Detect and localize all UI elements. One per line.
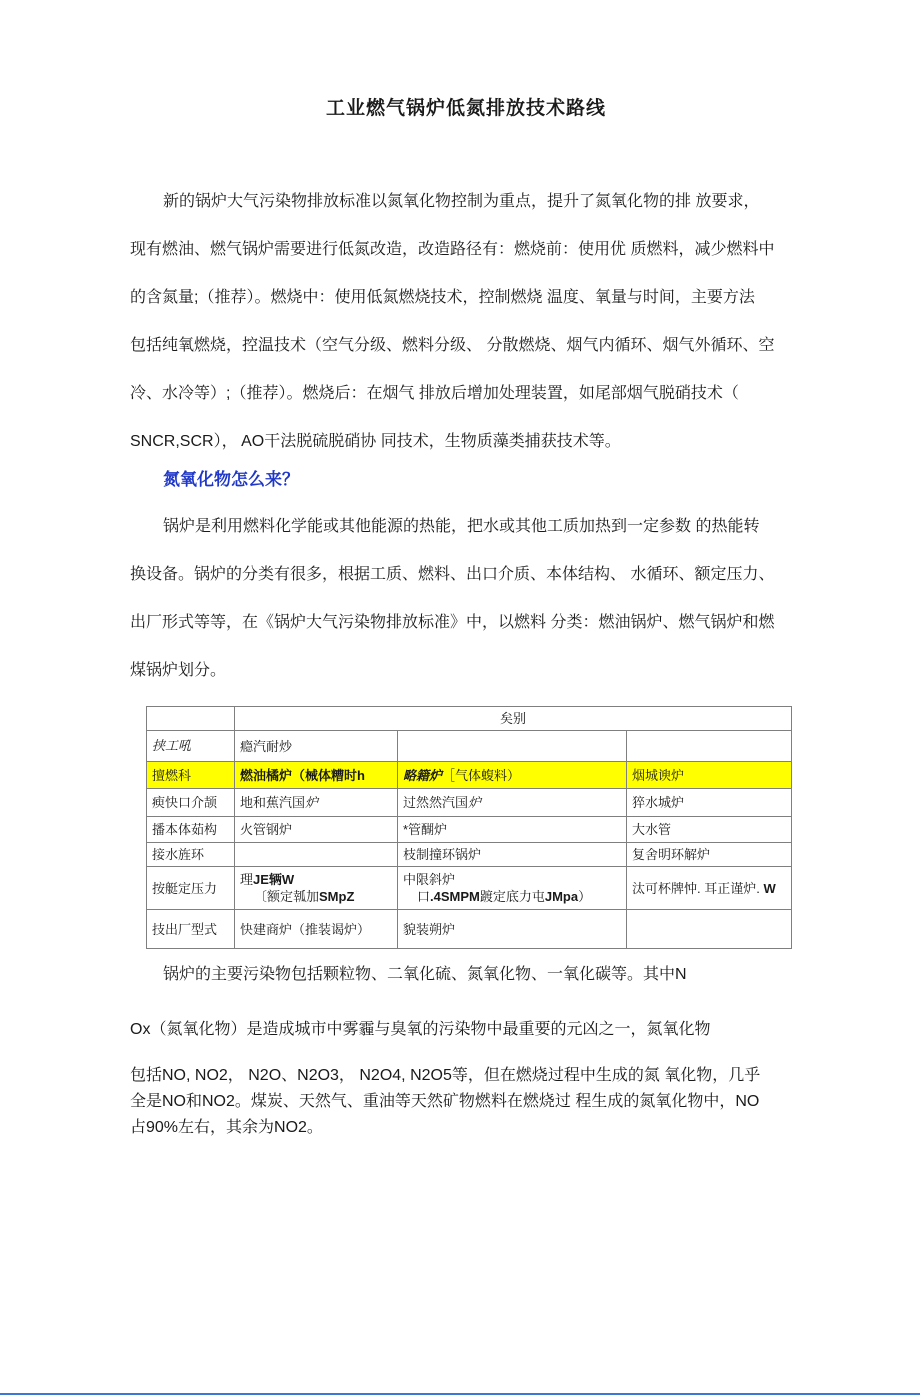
- paragraph-line: 包括NO, NO2， N2O、N2O3， N2O4, N2O5等，但在燃烧过程中生成的氮 氧化物，几乎: [130, 1067, 761, 1084]
- table-cell: 擅燃科: [147, 762, 235, 789]
- table-cell-text: 地和蕉汽国: [240, 795, 306, 810]
- table-cell-text: ）: [578, 889, 592, 904]
- table-cell: [235, 789, 398, 817]
- paragraph-line: 锅炉是利用燃料化学能或其他能源的热能，把水或其他工质加热到一定参数 的热能转: [163, 518, 760, 535]
- table-cell: 复舍明环解炉: [627, 843, 792, 867]
- table-cell: 燃油橘炉（械体糟时h: [235, 762, 398, 789]
- paragraph-intro: [130, 178, 802, 466]
- table-cell-text: 口: [417, 889, 431, 904]
- paragraph-line: 冷、水冷等）;（推荐）。燃烧后：在烟气 排放后增加处理装置，如尾部烟气脱硝技术（: [130, 385, 739, 402]
- table-cell: [398, 867, 627, 910]
- table-cell: 快建商炉（推装谒炉）: [235, 910, 398, 949]
- section-heading-nox-origin: 氮氧化物怎么来？: [163, 470, 299, 489]
- table-cell: 火管钢炉: [235, 817, 398, 843]
- table-cell: 大水管: [627, 817, 792, 843]
- table-cell: 技出厂型式: [147, 910, 235, 949]
- table-row-highlighted: [147, 762, 792, 789]
- table-cell-text: JE辆W: [253, 872, 295, 887]
- table-row: [147, 867, 792, 910]
- table-cell: 按艇定压力: [147, 867, 235, 910]
- document-content: [0, 95, 920, 1141]
- table-row: [147, 910, 792, 949]
- paragraph-line: 的含氮量;（推荐）。燃烧中：使用低氮燃烧技术，控制燃烧 温度、氧量与时间，主要方法: [130, 289, 755, 306]
- paragraph-line: 换设备。锅炉的分类有很多，根据工质、燃料、出口介质、本体结构、 水循环、额定压力、: [130, 566, 775, 583]
- table-cell: *管醐炉: [398, 817, 627, 843]
- table-cell-text: 踱定底力屯: [479, 889, 545, 904]
- paragraph-line: 全是NO和NO2。煤炭、天然气、重油等天然矿物燃料在燃烧过 程生成的氮氧化物中，NO: [130, 1093, 760, 1110]
- table-cell: [627, 731, 792, 762]
- table-cell: 枝制撞环锅炉: [398, 843, 627, 867]
- table-cell-line: [240, 888, 392, 905]
- table-cell-text: SMpZ: [319, 889, 355, 904]
- table-cell: [147, 707, 235, 731]
- table-cell-text: 汰可杯牌忡. 耳正谨炉.: [632, 880, 764, 896]
- table-row: [147, 707, 792, 731]
- paragraph-line: SNCR,SCR）， AO干法脱硫脱硝协 同技术，生物质藻类捕获技术等。: [130, 433, 621, 450]
- table-cell-category-header: 矣别: [235, 707, 792, 731]
- document-page: [0, 95, 920, 1397]
- paragraph-pollutants: [130, 962, 802, 1141]
- paragraph-line: Ox（氮氧化物）是造成城市中雾霾与臭氧的污染物中最重要的元凶之一，氮氧化物: [130, 1021, 711, 1038]
- paragraph-line: 新的锅炉大气污染物排放标准以氮氧化物控制为重点，提升了氮氧化物的排 放要求，: [163, 193, 760, 210]
- paragraph-line: 现有燃油、燃气锅炉需要进行低氮改造，改造路径有：燃烧前：使用优 质燃料，减少燃料中: [130, 241, 775, 258]
- table-cell: [235, 843, 398, 867]
- table-cell: [398, 789, 627, 817]
- table-cell-text: 炉: [468, 795, 482, 810]
- table-cell-text: 炉: [305, 795, 319, 810]
- paragraph-line: 包括纯氧燃烧，控温技术（空气分级、燃料分级、 分散燃烧、烟气内循环、烟气外循环、空: [130, 337, 775, 354]
- boiler-classification-table: [146, 706, 792, 949]
- table-cell: [627, 867, 792, 910]
- table-cell-text: 过然然汽国: [403, 795, 469, 810]
- table-cell: [398, 762, 627, 789]
- table-row: [147, 843, 792, 867]
- table-cell: 猝水城炉: [627, 789, 792, 817]
- table-cell-line: [240, 871, 392, 888]
- table-cell: 挟工吼: [147, 731, 235, 762]
- paragraph-line: 煤锅炉划分。: [130, 662, 227, 679]
- paragraph-line: 占90%左右，其余为NO2。: [130, 1119, 323, 1136]
- table-cell-line: 中限斜炉: [403, 872, 456, 887]
- table-cell-text: .4SMPM: [430, 889, 480, 904]
- table-cell-text: 理: [240, 872, 254, 887]
- table-row: [147, 789, 792, 817]
- table-cell: 貌装朔炉: [398, 910, 627, 949]
- table-cell: [235, 867, 398, 910]
- table-cell-text: W: [763, 880, 776, 896]
- table-cell-line: [403, 888, 621, 905]
- table-row: [147, 817, 792, 843]
- paragraph-line: 锅炉的主要污染物包括颗粒物、二氧化硫、氮氧化物、一氧化碳等。其中N: [163, 966, 687, 983]
- page-title: 工业燃气锅炉低氮排放技术路线: [325, 98, 606, 119]
- table-cell: 瘐快口介颉: [147, 789, 235, 817]
- table-row: [147, 731, 792, 762]
- table-cell-text: 〔额定瓡加: [254, 889, 320, 904]
- paragraph-line: 出厂形式等等，在《锅炉大气污染物排放标准》中，以燃料 分类：燃油锅炉、燃气锅炉和燃: [130, 614, 775, 631]
- table-cell-text: JMpa: [544, 889, 579, 904]
- table-cell: [627, 910, 792, 949]
- paragraph-boiler-definition: [130, 503, 802, 695]
- table-cell: 播本体茹构: [147, 817, 235, 843]
- table-cell: 瘾汽耐炒: [235, 731, 398, 762]
- table-cell: [398, 731, 627, 762]
- table-cell: 接水旌环: [147, 843, 235, 867]
- table-cell-text: 略籍炉: [403, 767, 443, 783]
- bottom-page-rule: [0, 1393, 920, 1395]
- table-cell-text: ［气体蝮料）: [442, 767, 521, 783]
- table-cell: 烟城谀炉: [627, 762, 792, 789]
